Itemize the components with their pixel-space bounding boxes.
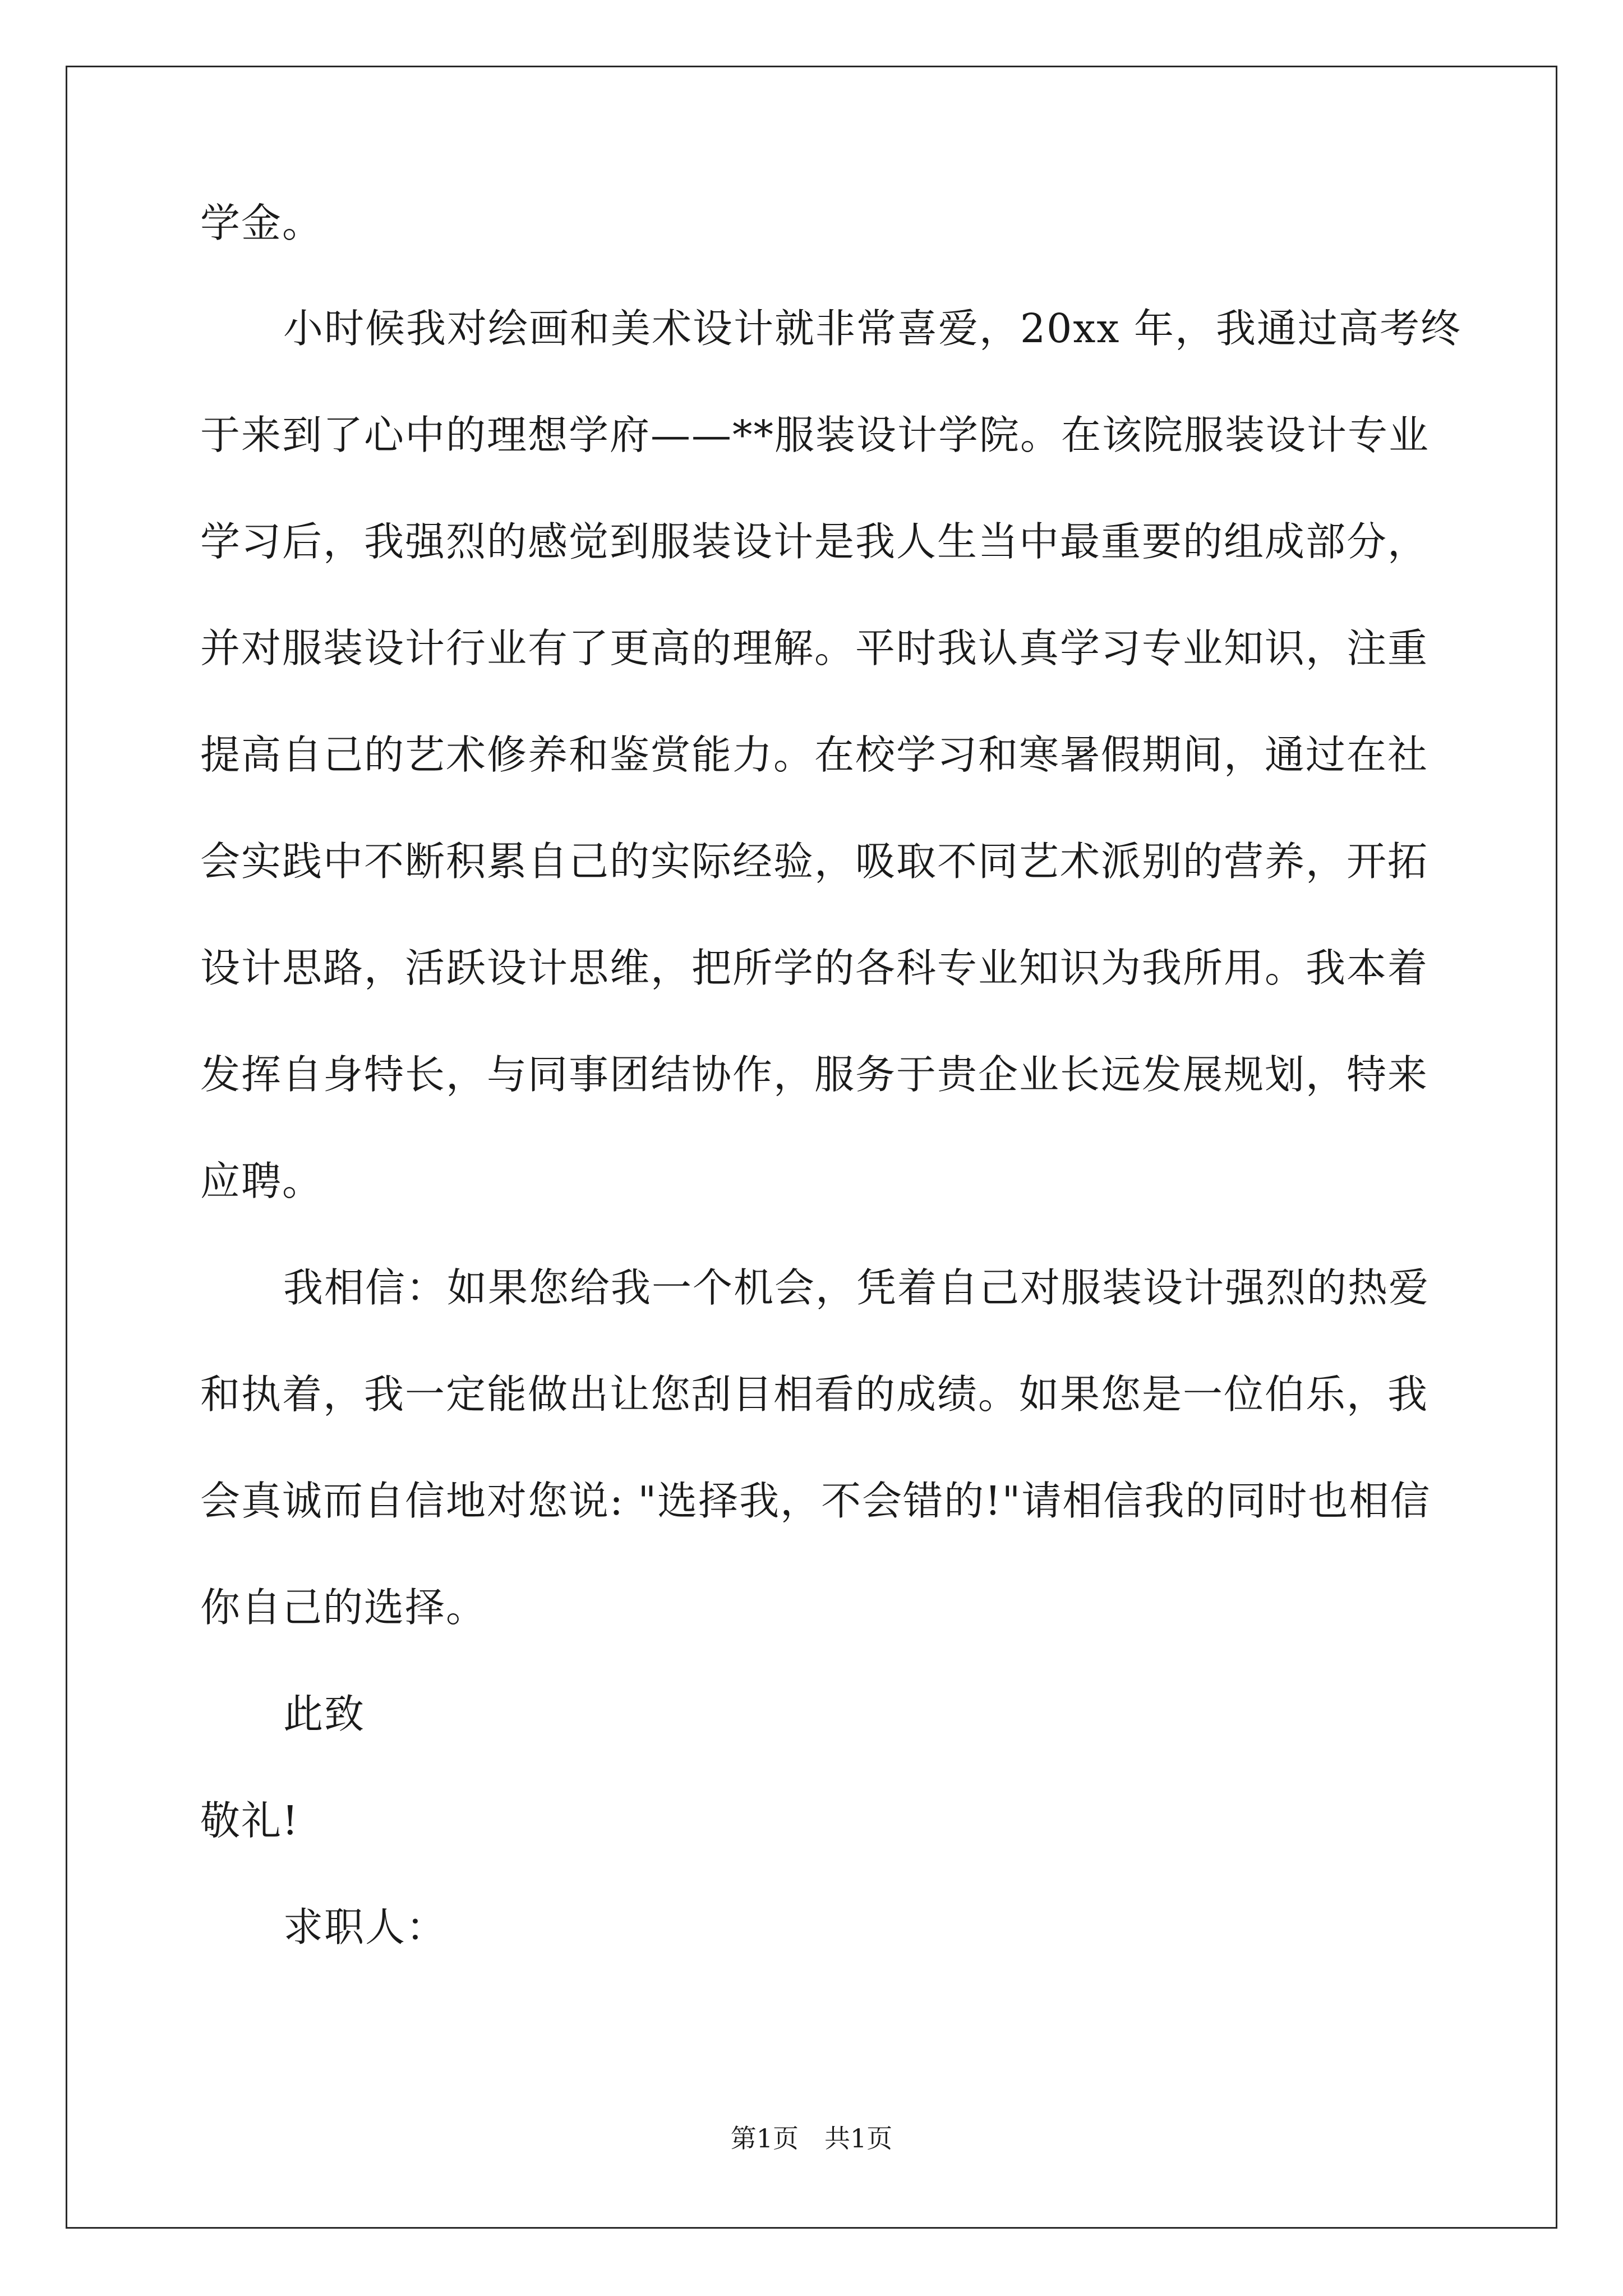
text-line: 提高自己的艺术修养和鉴赏能力。在校学习和寒暑假期间，通过在社 (200, 731, 1429, 778)
text-line: 发挥自身特长，与同事团结协作，服务于贵企业长远发展规划，特来 (200, 1051, 1429, 1098)
page-footer (0, 2122, 1623, 2155)
text-line: 学金。 (200, 200, 324, 246)
text-line: 会真诚而自信地对您说: "选择我，不会错的!"请相信我的同时也相信 (200, 1478, 1431, 1524)
text-line: 会实践中不断积累自己的实际经验，吸取不同艺术派别的营养，开拓 (200, 838, 1429, 885)
text-line: 于来到了心中的理想学府——**服装设计学院。在该院服装设计专业 (200, 412, 1430, 458)
salutation-line: 此致 (283, 1691, 366, 1737)
text-line: 我相信：如果您给我一个机会，凭着自己对服装设计强烈的热爱 (283, 1264, 1430, 1311)
text-line: 学习后，我强烈的感觉到服装设计是我人生当中最重要的组成部分， (200, 518, 1429, 565)
text-line: 小时候我对绘画和美术设计就非常喜爱，20xx 年，我通过高考终 (283, 305, 1461, 352)
text-line: 和执着，我一定能做出让您刮目相看的成绩。如果您是一位伯乐，我 (200, 1371, 1429, 1418)
text-line: 应聘。 (200, 1158, 324, 1204)
text-line: 并对服装设计行业有了更高的理解。平时我认真学习专业知识，注重 (200, 625, 1429, 671)
signature-line: 求职人： (283, 1904, 448, 1950)
closing-line: 敬礼! (200, 1797, 299, 1844)
text-line: 你自己的选择。 (200, 1584, 487, 1631)
text-line: 设计思路，活跃设计思维，把所学的各科专业知识为我所用。我本着 (200, 945, 1429, 991)
page-number: 第1页 共1页 (730, 2123, 893, 2154)
